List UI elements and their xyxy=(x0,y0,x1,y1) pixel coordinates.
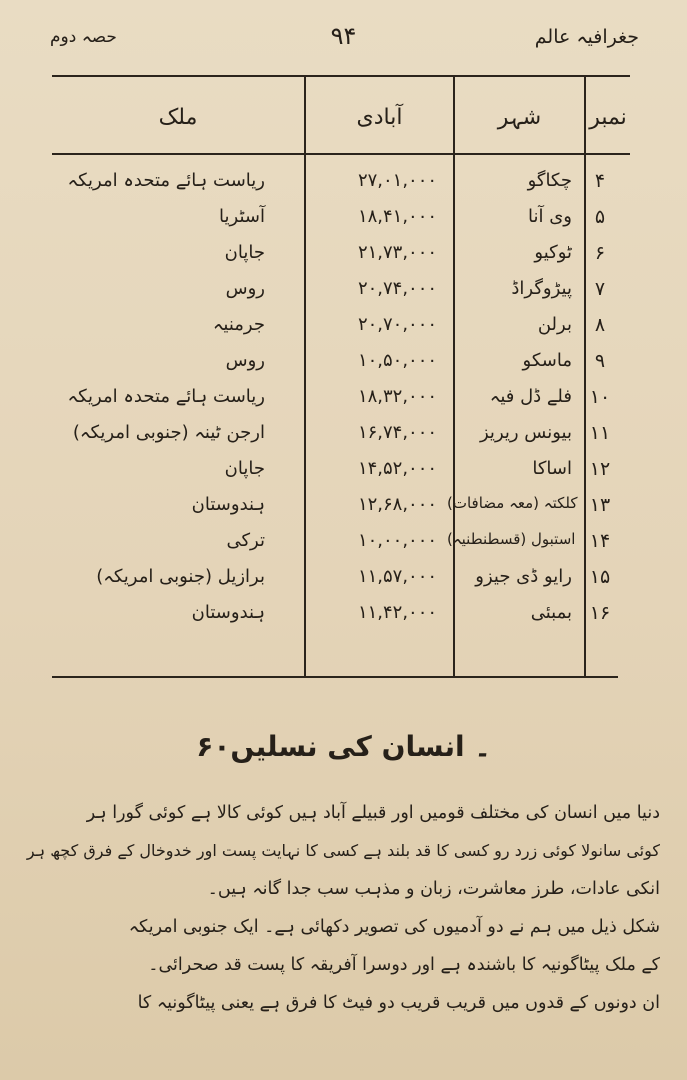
row-country: برازیل (جنوبی امریکہ) xyxy=(96,566,265,587)
table-row xyxy=(60,170,620,204)
table-row xyxy=(60,350,620,384)
row-population: ۱۸,۳۲,۰۰۰ xyxy=(357,386,438,407)
row-no: ۱۵ xyxy=(589,566,611,588)
row-city: ماسکو xyxy=(522,350,572,371)
row-no: ۴ xyxy=(594,170,606,192)
table-row xyxy=(60,458,620,492)
row-no: ۹ xyxy=(594,350,606,372)
row-country: روس xyxy=(225,278,265,299)
paragraph-line: دنیا میں انسان کی مختلف قومیں اور قبیلے آباد ہیں کوئی کالا ہے کوئی گورا ہر xyxy=(86,803,660,823)
page-header xyxy=(40,22,647,62)
row-no: ۱۰ xyxy=(589,386,611,408)
row-no: ۵ xyxy=(594,206,606,228)
table-bottom-rule xyxy=(52,676,618,678)
header-population: آبادی xyxy=(356,104,403,130)
row-no: ۶ xyxy=(594,242,606,264)
table-row xyxy=(60,242,620,276)
row-population: ۱۲,۶۸,۰۰۰ xyxy=(357,494,438,515)
row-city: فلے ڈل فیہ xyxy=(489,386,572,407)
row-country: ریاست ہائے متحدہ امریکہ xyxy=(67,170,265,191)
row-no: ۱۱ xyxy=(589,422,611,444)
row-country: ہندوستان xyxy=(191,602,265,623)
row-country: ہندوستان xyxy=(191,494,265,515)
page-number: ۹۴ xyxy=(330,22,357,50)
row-population: ۱۱,۵۷,۰۰۰ xyxy=(357,566,438,587)
paragraph-line: شکل ذیل میں ہم نے دو آدمیوں کی تصویر دکھائی ہے۔ ایک جنوبی امریکہ xyxy=(128,917,660,937)
row-city: چکاگو xyxy=(527,170,572,191)
header-no: نمبر xyxy=(589,104,627,130)
header-country: ملک xyxy=(158,104,198,130)
row-country: روس xyxy=(225,350,265,371)
section-title: ۶۰۔ انسان کی نسلیں xyxy=(196,730,491,763)
row-population: ۱۸,۴۱,۰۰۰ xyxy=(357,206,438,227)
table-row xyxy=(60,386,620,420)
table-row xyxy=(60,602,620,636)
row-no: ۷ xyxy=(594,278,606,300)
row-city: پیڑوگراڈ xyxy=(511,278,572,299)
row-population: ۱۰,۰۰,۰۰۰ xyxy=(357,530,438,551)
row-city: برلن xyxy=(537,314,572,335)
table-row xyxy=(60,422,620,456)
row-population: ۲۱,۷۳,۰۰۰ xyxy=(357,242,438,263)
table-row xyxy=(60,494,620,528)
row-city: رایو ڈی جیزو xyxy=(475,566,572,587)
table-row xyxy=(60,314,620,348)
table-row xyxy=(60,530,620,564)
paragraph-line: کے ملک پیٹاگونیہ کا باشندہ ہے اور دوسرا آفریقہ کا پست قد صحرائی۔ xyxy=(148,955,660,975)
row-no: ۱۶ xyxy=(589,602,611,624)
row-population: ۱۱,۴۲,۰۰۰ xyxy=(357,602,438,623)
paragraph-line: انکی عادات، طرز معاشرت، زبان و مذہب سب جدا گانہ ہیں۔ xyxy=(207,879,660,899)
paragraph-line: ان دونوں کے قدوں میں قریب قریب دو فیٹ کا فرق ہے یعنی پیٹاگونیہ کا xyxy=(137,993,660,1013)
row-population: ۲۰,۷۰,۰۰۰ xyxy=(357,314,438,335)
header-city: شہر xyxy=(497,104,542,130)
row-no: ۱۴ xyxy=(589,530,611,552)
row-population: ۱۰,۵۰,۰۰۰ xyxy=(357,350,438,371)
row-country: جرمنیہ xyxy=(212,314,265,335)
row-city: وی آنا xyxy=(528,206,572,227)
book-title: جغرافیہ عالم xyxy=(534,26,639,48)
table-row xyxy=(60,566,620,600)
row-country: ارجن ٹینہ (جنوبی امریکہ) xyxy=(72,422,265,443)
row-city: کلکتہ (معہ مضافات) xyxy=(447,494,578,512)
row-no: ۸ xyxy=(594,314,606,336)
row-no: ۱۲ xyxy=(589,458,611,480)
part-label: حصہ دوم xyxy=(50,27,117,47)
row-city: ٹوکیو xyxy=(534,242,572,263)
header-bottom-rule xyxy=(52,153,630,155)
row-country: آسٹریا xyxy=(219,206,265,227)
row-city: اساکا xyxy=(532,458,572,479)
row-population: ۲۰,۷۴,۰۰۰ xyxy=(357,278,438,299)
row-no: ۱۳ xyxy=(589,494,611,516)
row-population: ۱۴,۵۲,۰۰۰ xyxy=(357,458,438,479)
row-country: جاپان xyxy=(224,242,265,263)
table-row xyxy=(60,278,620,312)
row-population: ۲۷,۰۱,۰۰۰ xyxy=(357,170,438,191)
paragraph-line: کوئی سانولا کوئی زرد رو کسی کا قد بلند ہے کسی کا نہایت پست اور خدوخال کے فرق کچھ ہر xyxy=(26,841,660,860)
row-country: ریاست ہائے متحدہ امریکہ xyxy=(67,386,265,407)
row-population: ۱۶,۷۴,۰۰۰ xyxy=(357,422,438,443)
row-city: استبول (قسطنطنیہ) xyxy=(447,530,576,548)
table-row xyxy=(60,206,620,240)
row-country: ترکی xyxy=(226,530,265,551)
row-country: جاپان xyxy=(224,458,265,479)
row-city: بمبئی xyxy=(530,602,572,623)
row-city: بیونس ریریز xyxy=(480,422,572,443)
table-top-rule xyxy=(52,75,630,77)
